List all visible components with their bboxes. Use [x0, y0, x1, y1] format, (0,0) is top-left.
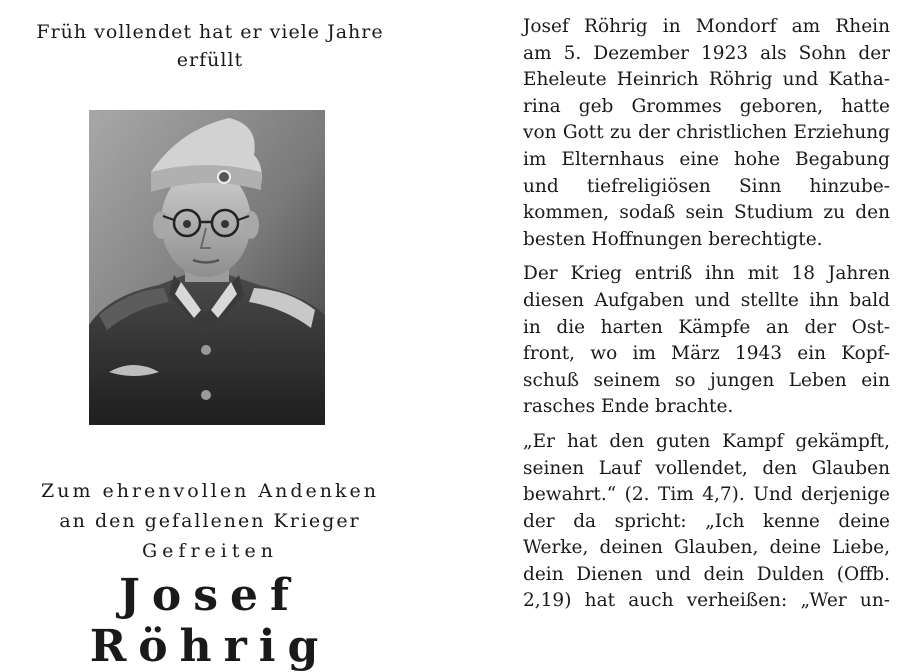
text-line: im Elternhaus eine hohe Begabung	[523, 148, 890, 170]
biography-paragraph	[523, 14, 890, 253]
soldier-portrait-photo	[89, 110, 325, 425]
text-line: diesen Aufgaben und stellte ihn bald	[523, 289, 890, 311]
text-line: besten Hoffnungen berechtigte.	[523, 228, 823, 250]
text-line: bewahrt.“ (2. Tim 4,7). Und derjenige	[523, 484, 890, 506]
text-line: Der Krieg entriß ihn mit 18 Jahren	[523, 263, 890, 285]
text-line: seinen Lauf vollendet, den Glauben	[523, 457, 890, 479]
text-line: „Er hat den guten Kampf gekämpft,	[523, 430, 890, 452]
text-line: von Gott zu der christlichen Erziehung	[523, 122, 890, 144]
text-line: und tiefreligiösen Sinn hinzube-	[523, 175, 890, 197]
dedication-line: Gefreiten	[142, 540, 278, 562]
text-line: Werke, deinen Glauben, deine Liebe,	[523, 537, 890, 559]
text-line: front, wo im März 1943 ein Kopf-	[523, 343, 890, 365]
portrait-illustration	[89, 110, 325, 425]
text-line: rina geb Grommes geboren, hatte	[523, 95, 890, 117]
deceased-name: Josef Röhrig	[89, 570, 331, 672]
text-line: kommen, sodaß sein Studium zu den	[523, 202, 890, 224]
text-line: in die harten Kämpfe an der Ost-	[523, 316, 890, 338]
text-line: am 5. Dezember 1923 als Sohn der	[523, 42, 890, 64]
text-line: Eheleute Heinrich Röhrig und Katha-	[523, 69, 890, 91]
left-panel	[0, 0, 420, 672]
dedication-line: Zum ehrenvollen Andenken	[41, 480, 379, 502]
right-panel	[523, 14, 890, 623]
text-line: Josef Röhrig in Mondorf am Rhein	[523, 16, 890, 37]
dedication-line: an den gefallenen Krieger	[59, 510, 361, 532]
text-line: 2,19) hat auch verheißen: „Wer un-	[523, 590, 890, 612]
text-line: rasches Ende brachte.	[523, 396, 734, 418]
text-line: der da spricht: „Ich kenne deine	[523, 510, 890, 532]
scripture-paragraph	[523, 429, 890, 615]
motto	[0, 18, 420, 74]
motto-line: Früh vollendet hat er viele Jahre	[36, 21, 384, 43]
dedication	[0, 476, 420, 566]
war-paragraph	[523, 261, 890, 421]
text-line: schuß seinem so jungen Leben ein	[523, 369, 890, 391]
motto-line: erfüllt	[176, 49, 244, 71]
text-line: dein Dienen und dein Dulden (Offb.	[523, 563, 890, 585]
